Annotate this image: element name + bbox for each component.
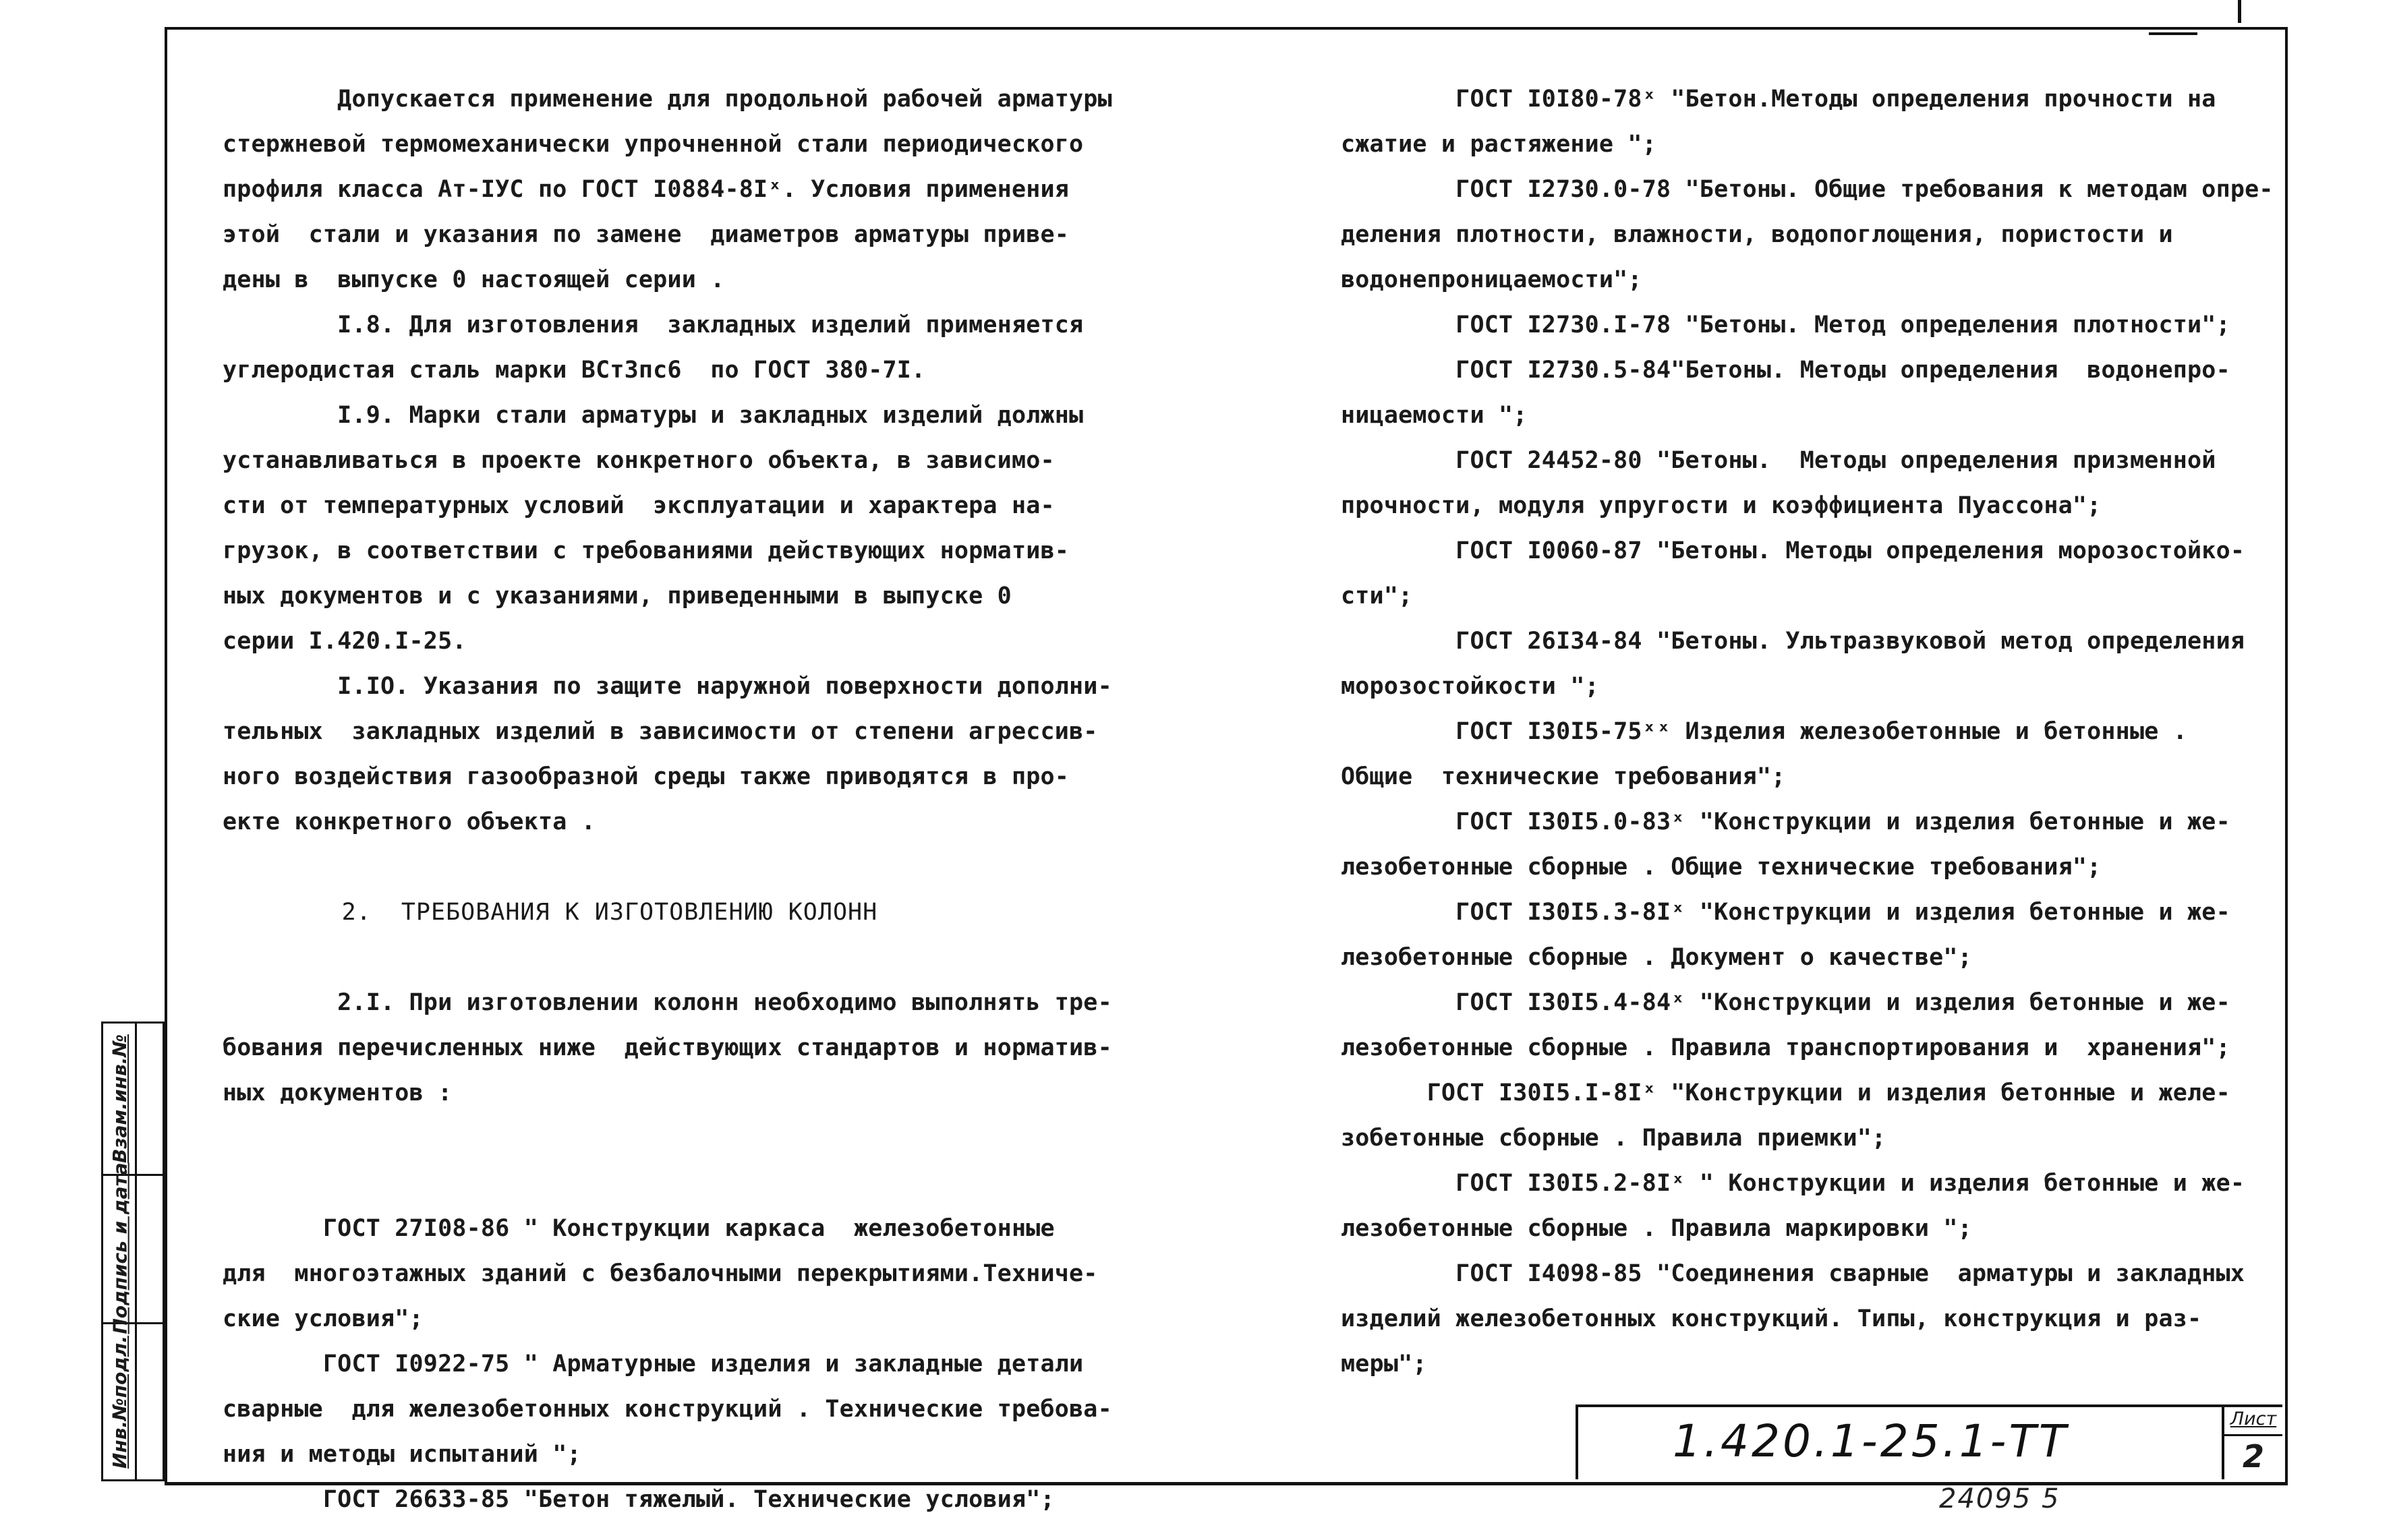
- approval-stamp: [101, 1021, 165, 1481]
- text-line: грузок, в соответствии с требованиями действующих норматив-: [223, 537, 1070, 564]
- text-line: ГОСТ I2730.5-84"Бетоны. Методы определения водонепро-: [1341, 357, 2230, 384]
- stamp-cell-signature-date: [103, 1162, 137, 1334]
- text-line: прочности, модуля упругости и коэффициента Пуассона";: [1341, 492, 2102, 519]
- text-line: ного воздействия газообразной среды также приводятся в про-: [223, 763, 1070, 790]
- text-line: лезобетонные сборные . Документ о качестве";: [1341, 944, 1972, 971]
- blank-line: [223, 935, 1106, 980]
- text-line: I.9. Марки стали арматуры и закладных изделий должны: [223, 402, 1084, 429]
- text-line: ГОСТ I30I5.2-8Iˣ " Конструкции и изделия бетонные и же-: [1341, 1170, 2245, 1197]
- text-line: этой стали и указания по замене диаметров арматуры приве-: [223, 221, 1070, 248]
- text-line: лезобетонные сборные . Правила маркировки ";: [1341, 1215, 1972, 1242]
- text-line: ГОСТ 27I08-86 " Конструкции каркаса железобетонные: [223, 1215, 1055, 1242]
- stamp-label: Подпись и дата: [109, 1162, 132, 1334]
- text-line: ных документов :: [223, 1079, 453, 1106]
- text-line: серии I.420.I-25.: [223, 628, 467, 655]
- text-line: ские условия";: [223, 1305, 424, 1332]
- sheet-label: Лист: [2230, 1409, 2277, 1429]
- text-line: углеродистая сталь марки ВСт3пс6 по ГОСТ 380-7I.: [223, 357, 926, 384]
- text-line: сжатие и растяжение ";: [1341, 131, 1656, 158]
- title-block: [1576, 1404, 2282, 1479]
- text-line: I.IO. Указания по защите наружной поверхности дополни-: [223, 673, 1112, 700]
- text-line: Допускается применение для продольной рабочей арматуры: [223, 86, 1112, 113]
- blank-line: [223, 1161, 1106, 1206]
- text-line: ных документов и с указаниями, приведенными в выпуске 0: [223, 583, 1012, 610]
- stamp-cell-inventory-original: [103, 1322, 137, 1481]
- text-line: ния и методы испытаний ";: [223, 1441, 581, 1468]
- right-column: [1341, 77, 2274, 1387]
- text-line: лезобетонные сборные . Правила транспортирования и хранения";: [1341, 1034, 2230, 1061]
- corner-tick: [2149, 32, 2197, 35]
- text-line: ГОСТ I30I5.4-84ˣ "Конструкции и изделия бетонные и же-: [1341, 989, 2230, 1016]
- text-line: ГОСТ I30I5.3-8Iˣ "Конструкции и изделия бетонные и же-: [1341, 899, 2230, 926]
- text-line: I.8. Для изготовления закладных изделий применяется: [223, 312, 1084, 338]
- text-line: ГОСТ I0060-87 "Бетоны. Методы определения морозостойко-: [1341, 537, 2245, 564]
- corner-mark: [2238, 0, 2241, 23]
- text-line: екте конкретного объекта .: [223, 808, 596, 835]
- stamp-label: Инв.№подл.: [109, 1335, 132, 1469]
- text-line: профиля класса Ат-IУС по ГОСТ I0884-8Iˣ. Условия применения: [223, 176, 1070, 203]
- text-line: Общие технические требования";: [1341, 763, 1786, 790]
- text-line: ГОСТ 26I34-84 "Бетоны. Ультразвуковой метод определения: [1341, 628, 2245, 655]
- text-line: стержневой термомеханически упрочненной стали периодического: [223, 131, 1084, 158]
- text-line: меры";: [1341, 1351, 1427, 1378]
- left-column: [223, 77, 1112, 1522]
- text-line: зобетонные сборные . Правила приемки";: [1341, 1125, 1886, 1152]
- text-line: ГОСТ I30I5.0-83ˣ "Конструкции и изделия бетонные и же-: [1341, 808, 2230, 835]
- sheet-number: 2: [2242, 1438, 2264, 1475]
- text-line: ГОСТ I2730.I-78 "Бетоны. Метод определения плотности";: [1341, 312, 2230, 338]
- document-code: 1.420.1-25.1-ТТ: [1673, 1415, 2069, 1467]
- text-line: для многоэтажных зданий с безбалочными перекрытиями.Техниче-: [223, 1260, 1098, 1287]
- blank-line: [223, 1116, 1106, 1161]
- section-heading: 2. ТРЕБОВАНИЯ К ИЗГОТОВЛЕНИЮ КОЛОНН: [223, 899, 878, 926]
- text-line: ГОСТ I4098-85 "Соединения сварные арматуры и закладных: [1341, 1260, 2245, 1287]
- inventory-number: 24095 5: [1939, 1483, 2060, 1514]
- text-line: сварные для железобетонных конструкций . Технические требова-: [223, 1396, 1112, 1423]
- text-line: устанавливаться в проекте конкретного объекта, в зависимо-: [223, 447, 1055, 474]
- text-line: водонепроницаемости";: [1341, 266, 1642, 293]
- text-line: ГОСТ I30I5-75ˣˣ Изделия железобетонные и бетонные .: [1341, 718, 2188, 745]
- text-line: ГОСТ 24452-80 "Бетоны. Методы определения призменной: [1341, 447, 2216, 474]
- text-line: 2.I. При изготовлении колонн необходимо выполнять тре-: [223, 989, 1112, 1016]
- text-line: бования перечисленных ниже действующих стандартов и норматив-: [223, 1034, 1112, 1061]
- sheet-box: [2222, 1407, 2282, 1479]
- blank-line: [223, 845, 1106, 890]
- text-line: ГОСТ 26633-85 "Бетон тяжелый. Технические условия";: [223, 1486, 1055, 1513]
- text-line: сти";: [1341, 583, 1413, 610]
- text-line: сти от температурных условий эксплуатации и характера на-: [223, 492, 1055, 519]
- text-line: ГОСТ I2730.0-78 "Бетоны. Общие требования к методам опре-: [1341, 176, 2274, 203]
- sheet-divider: [2224, 1434, 2282, 1436]
- text-line: лезобетонные сборные . Общие технические требования";: [1341, 854, 2102, 881]
- text-line: дены в выпуске 0 настоящей серии .: [223, 266, 725, 293]
- text-line: ГОСТ I0I80-78ˣ "Бетон.Методы определения прочности на: [1341, 86, 2216, 113]
- text-line: изделий железобетонных конструкций. Типы, конструкция и раз-: [1341, 1305, 2202, 1332]
- text-line: морозостойкости ";: [1341, 673, 1599, 700]
- text-line: ГОСТ I0922-75 " Арматурные изделия и закладные детали: [223, 1351, 1084, 1378]
- stamp-cell-replaced-inventory: [103, 1024, 137, 1174]
- text-line: тельных закладных изделий в зависимости от степени агрессив-: [223, 718, 1098, 745]
- text-line: ГОСТ I30I5.I-8Iˣ "Конструкции и изделия бетонные и желе-: [1341, 1079, 2230, 1106]
- text-line: ницаемости ";: [1341, 402, 1528, 429]
- stamp-label: Взам.инв.№: [109, 1034, 132, 1164]
- text-line: деления плотности, влажности, водопоглощения, пористости и: [1341, 221, 2173, 248]
